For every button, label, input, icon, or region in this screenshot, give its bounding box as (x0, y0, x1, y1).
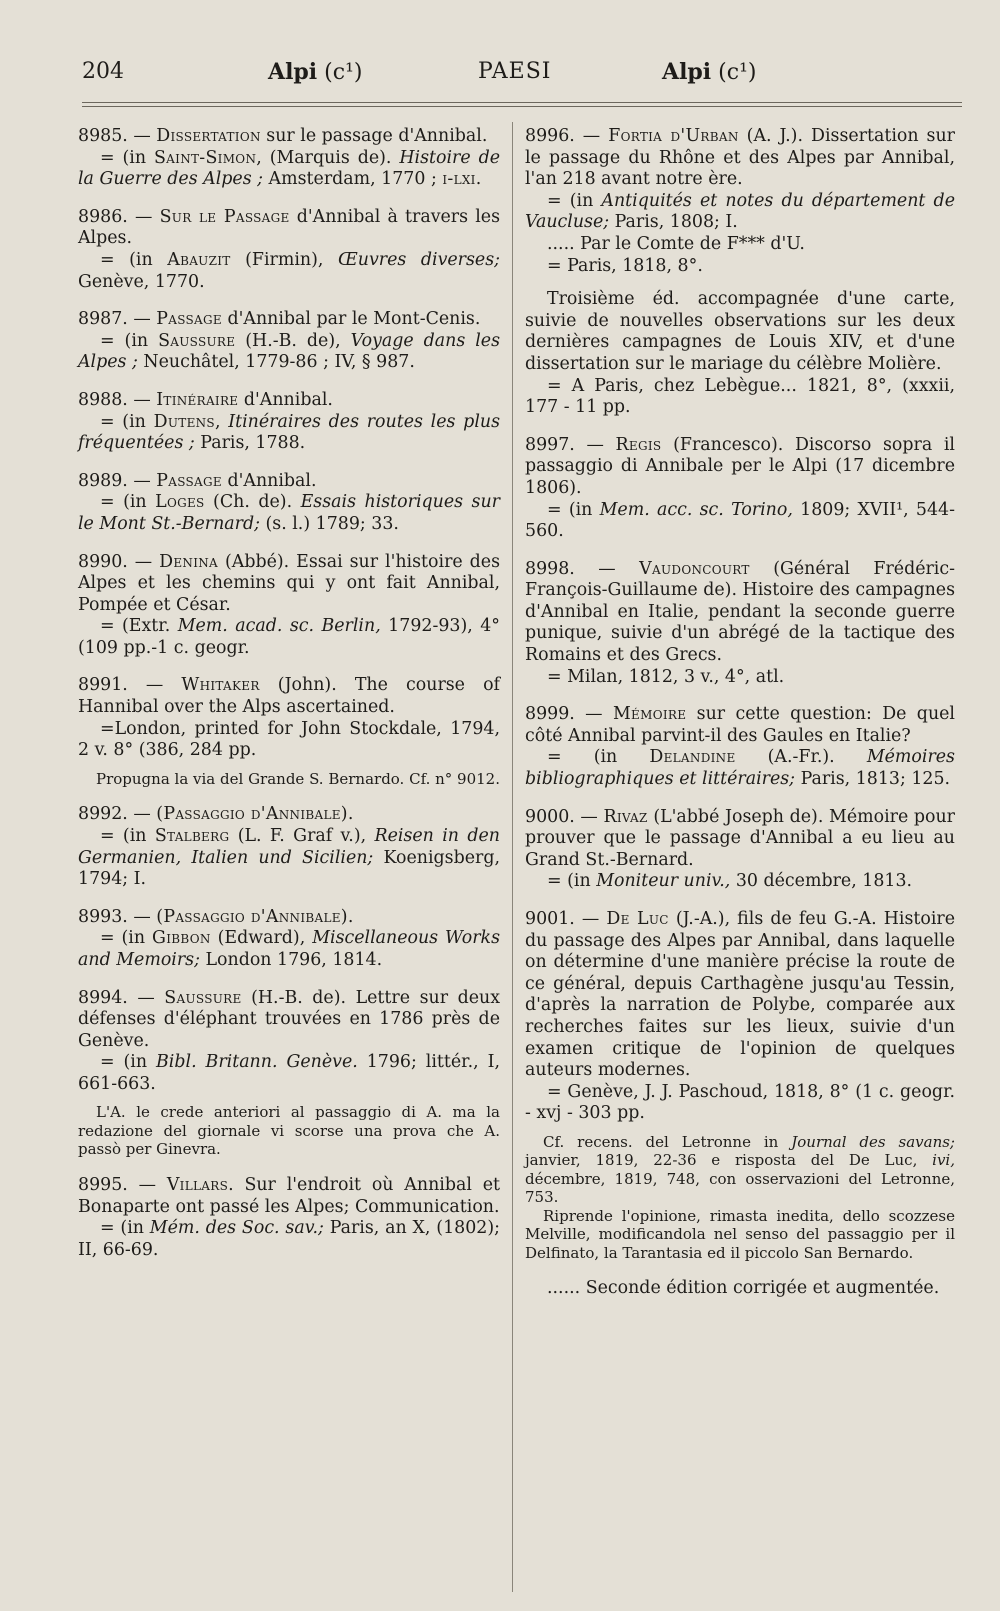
header-right-word: Alpi (662, 59, 712, 85)
header-left-sup: (c¹) (324, 60, 363, 85)
note-8991: Propugna la via del Grande S. Bernardo. Cf. n° 9012. (96, 769, 500, 788)
entry-9001-second-edition: ...... Seconde édition corrigée et augmentée. (547, 1278, 940, 1299)
note-9001: Cf. recens. del Letronne in Journal des savans; janvier, 1819, 22-36 e risposta del De Luc, ivi, décembre, 1819, 748, con osservazioni del Letronne, 753. Riprende l'opinione, rimasta inedita, dello scozzese Melville, modificandola nel senso del passaggio per il Delfinato, la Tarantasia ed il piccolo San Bernardo. (525, 1132, 955, 1262)
entry-8988: 8988. — Itinéraire d'Annibal. = (in Dutens, Itinéraires des routes les plus fréquentées ; Paris, 1788. (78, 389, 501, 454)
note-8994: L'A. le crede anteriori al passaggio di A. ma la redazione del giornale vi scorse una prova che A. passò per Ginevra. (78, 1103, 500, 1159)
entry-9001: 9001. — De Luc (J.-A.), fils de feu G.-A. Histoire du passage des Alpes par Annibal, dans laquelle on détermine d'une manière précise la route de ce général, depuis Carthagène jusqu'au Tessin, d'après la narration de Polybe, comparée aux recherches faites sur les lieux, suivie d'un examen critique de l'opinion de quelques auteurs modernes. = Genève, J. J. Paschoud, 1818, 8° (1 c. geogr. - xvj - 303 pp. (525, 909, 956, 1124)
running-header (82, 52, 962, 98)
entry-8996: 8996. — Fortia d'Urban (A. J.). Dissertation sur le passage du Rhône et des Alpes par Annibal, l'an 218 avant notre ère. = (in Antiquités et notes du département de Vaucluse; Paris, 1808; I. ..... Par le Comte de F*** d'U. = Paris, 1818, 8°. Troisième éd. accompagnée d'une carte, suivie de nouvelles observations sur les deux dernières campagnes de Louis XIV, et d'une dissertation sur le mariage du célèbre Molière. = A Paris, chez Lebègue... 1821, 8°, (xxxii, 177 - 11 pp. (525, 126, 955, 418)
page-number: 204 (82, 59, 124, 84)
left-column (78, 126, 500, 1277)
column-divider (512, 122, 513, 1592)
entry-9000: 9000. — Rivaz (L'abbé Joseph de). Mémoire pour prouver que le passage d'Annibal a eu lieu au Grand St.-Bernard. = (in Moniteur univ., 30 décembre, 1813. (525, 806, 955, 892)
entry-8990: 8990. — Denina (Abbé). Essai sur l'histoire des Alpes et les chemins qui y ont fait Annibal, Pompée et César. = (Extr. Mem. acad. sc. Berlin, 1792-93), 4° (109 pp.-1 c. geogr. (78, 551, 500, 658)
entry-8991: 8991. — Whitaker (John). The course of Hannibal over the Alps ascertained. =London, printed for John Stockdale, 1794, 2 v. 8° (386, 284 pp. (78, 675, 500, 761)
header-rule-top (82, 102, 962, 103)
right-column (525, 126, 955, 1316)
entry-8986: 8986. — Sur le Passage d'Annibal à travers les Alpes. = (in Abauzit (Firmin), Œuvres diverses; Genève, 1770. (78, 206, 501, 292)
header-right-title (662, 52, 756, 93)
header-left-word: Alpi (268, 59, 318, 85)
entry-8994: 8994. — Saussure (H.-B. de). Lettre sur deux défenses d'éléphant trouvées en 1786 près de Genève. = (in Bibl. Britann. Genève. 1796; littér., I, 661-663. (78, 987, 500, 1094)
entry-8995: 8995. — Villars. Sur l'endroit où Annibal et Bonaparte ont passé les Alpes; Communication. = (in Mém. des Soc. sav.; Paris, an X, (1802); II, 66-69. (78, 1174, 500, 1260)
entry-8993: 8993. — (Passaggio d'Annibale). = (in Gibbon (Edward), Miscellaneous Works and Memoirs; London 1796, 1814. (78, 906, 500, 970)
header-left-title (268, 52, 362, 93)
header-rule-bottom (82, 106, 962, 107)
entry-8989: 8989. — Passage d'Annibal. = (in Loges (Ch. de). Essais historiques sur le Mont St.-Bernard; (s. l.) 1789; 33. (78, 470, 501, 534)
entry-8992: 8992. — (Passaggio d'Annibale). = (in Stalberg (L. F. Graf v.), Reisen in den Germanien, Italien und Sicilien; Koenigsberg, 1794; I. (78, 804, 500, 890)
entry-8998: 8998. — Vaudoncourt (Général Frédéric-François-Guillaume de). Histoire des campagnes d'Annibal en Italie, pendant la seconde guerre punique, suivie d'un abrégé de la tactique des Romains et des Grecs. = Milan, 1812, 3 v., 4°, atl. (525, 558, 955, 687)
header-center-title: PAESI (478, 59, 552, 84)
entry-8997: 8997. — Regis (Francesco). Discorso sopra il passaggio di Annibale per le Alpi (17 dicembre 1806). = (in Mem. acc. sc. Torino, 1809; XVII¹, 544-560. (525, 434, 955, 542)
entry-8985: 8985. — Dissertation sur le passage d'Annibal. = (in Saint-Simon, (Marquis de). Histoire de la Guerre des Alpes ; Amsterdam, 1770 ; i-lxi. (78, 126, 500, 190)
entry-8999: 8999. — Mémoire sur cette question: De quel côté Annibal parvint-il des Gaules en Italie? = (in Delandine (A.-Fr.). Mémoires bibliographiques et littéraires; Paris, 1813; 125. (525, 704, 955, 790)
header-right-sup: (c¹) (718, 60, 757, 85)
entry-8987: 8987. — Passage d'Annibal par le Mont-Cenis. = (in Saussure (H.-B. de), Voyage dans les Alpes ; Neuchâtel, 1779-86 ; IV, § 987. (78, 309, 500, 373)
